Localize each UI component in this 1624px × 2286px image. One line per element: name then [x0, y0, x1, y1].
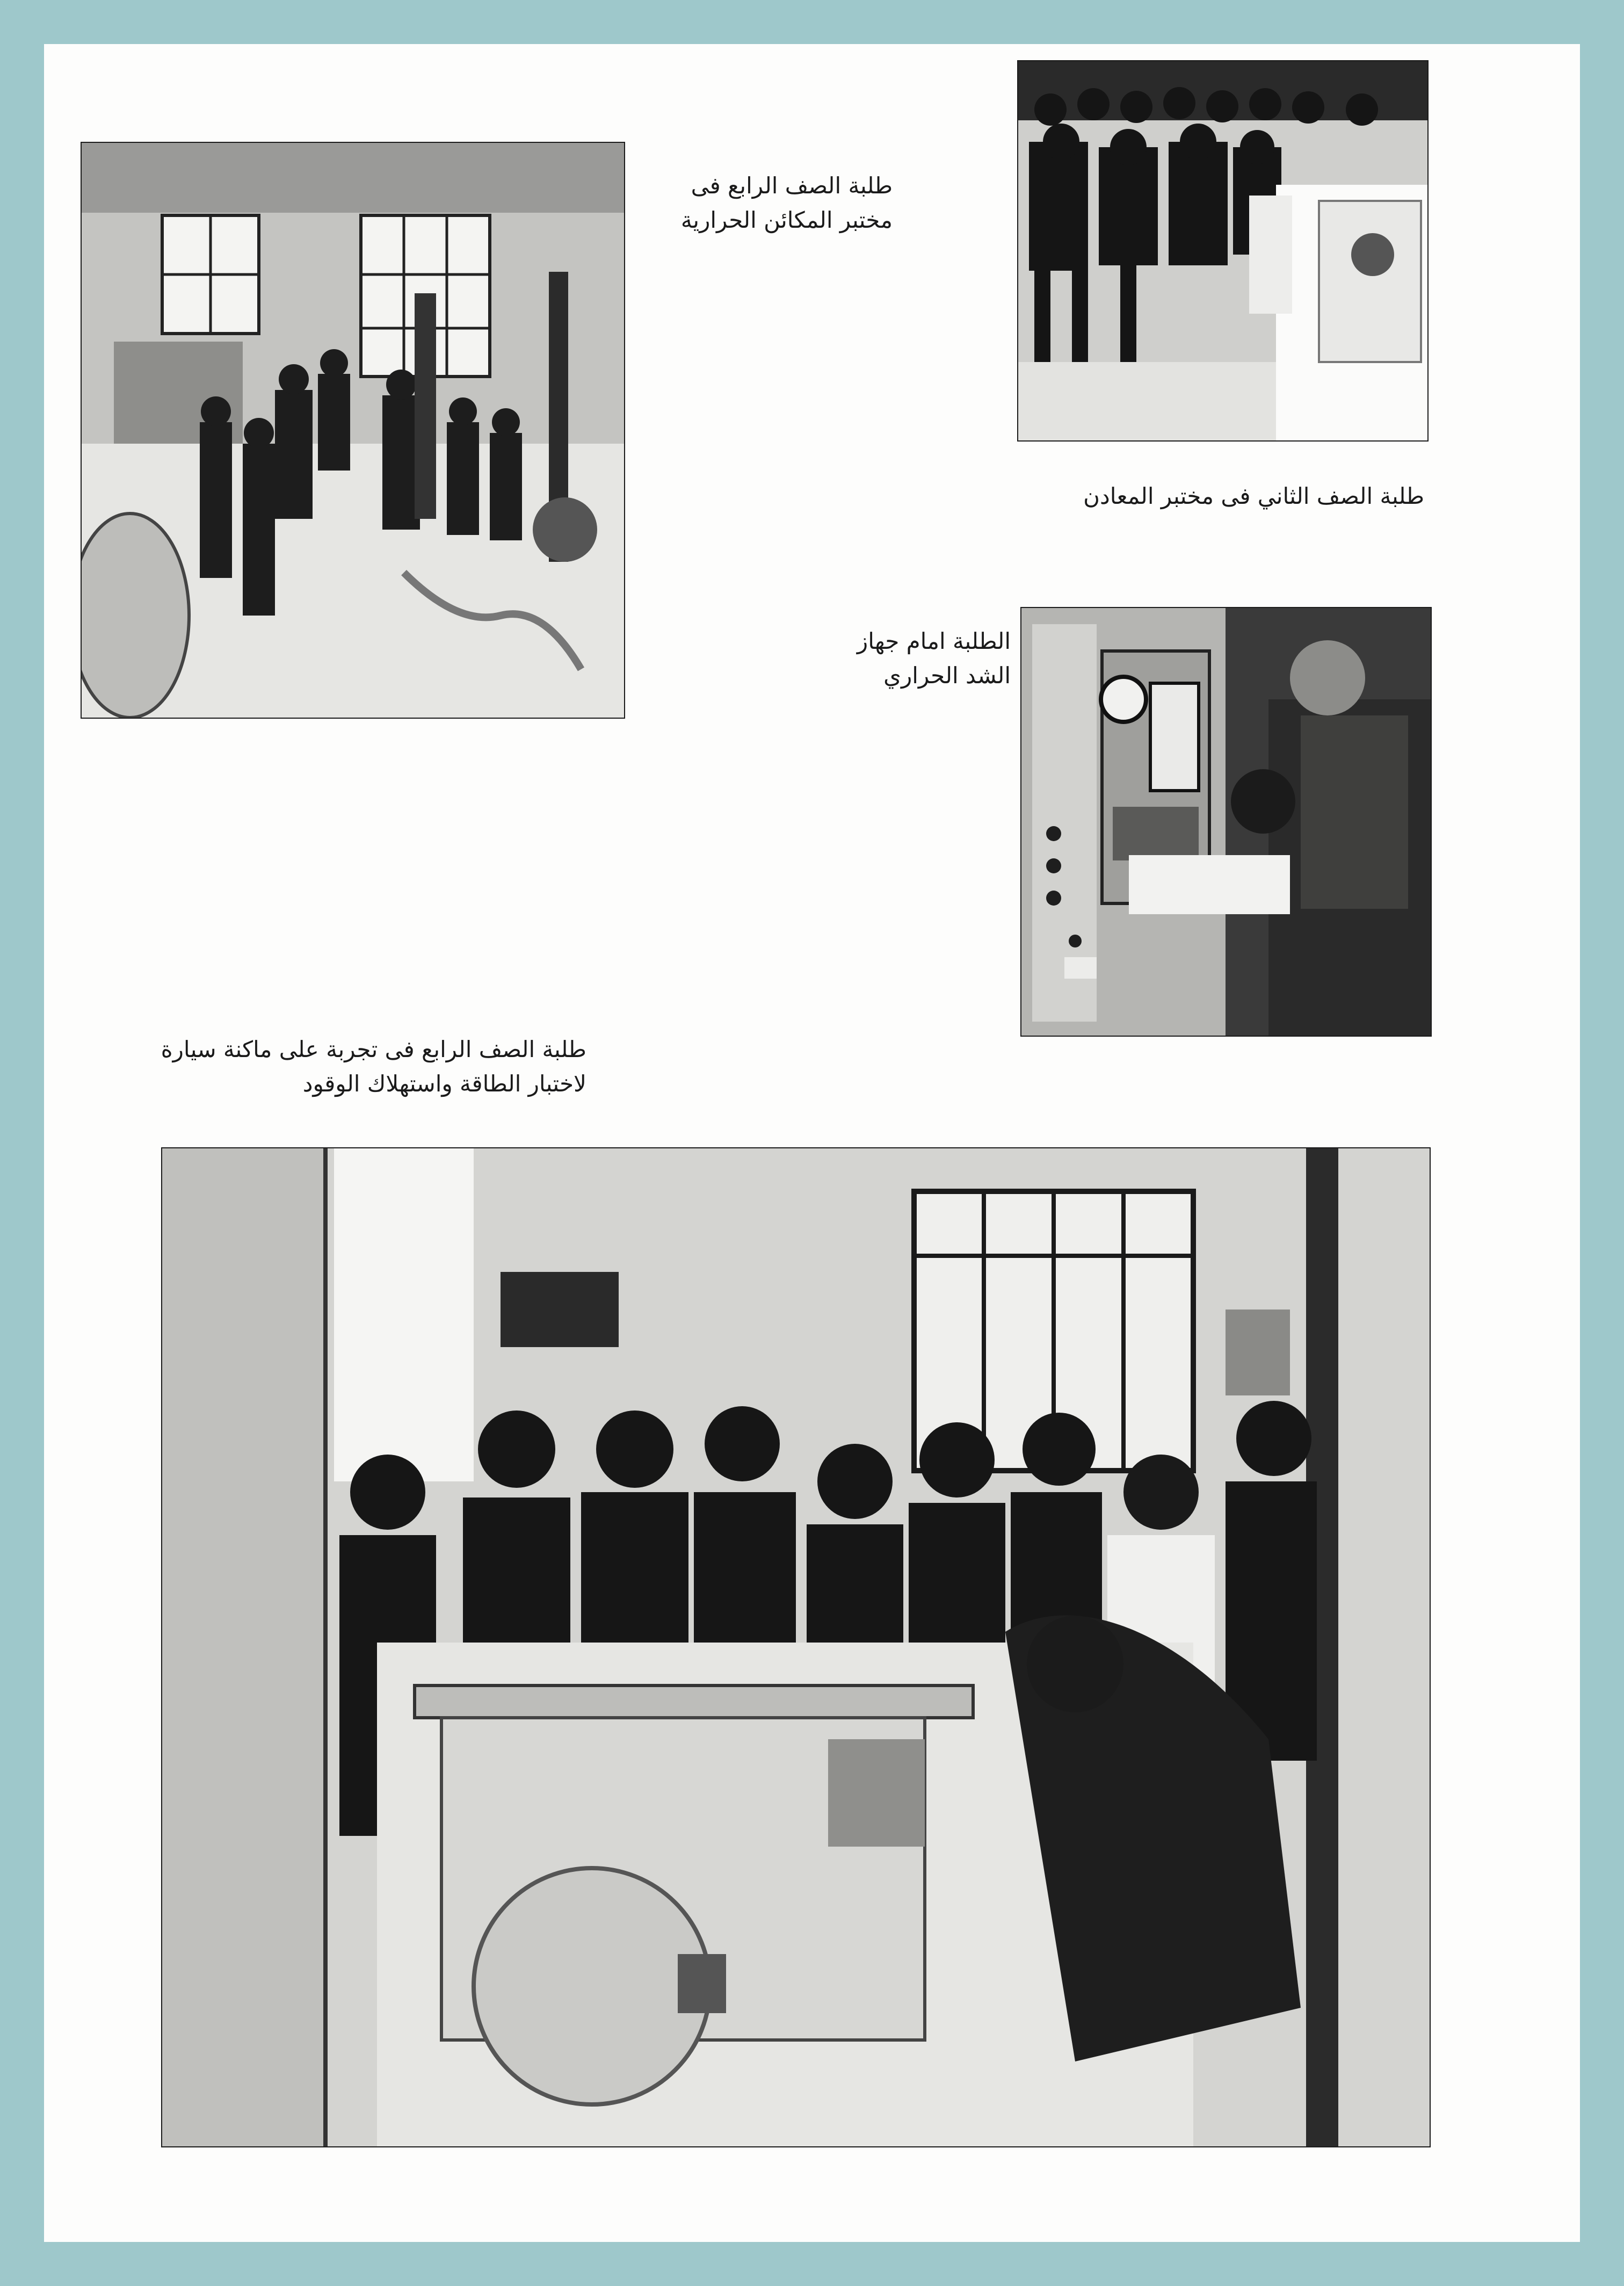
caption-car-engine-experiment: [161, 1032, 586, 1101]
photo-metals-lab: [1017, 60, 1429, 442]
caption-line: طلبة الصف الثاني فى مختبر المعادن: [1083, 483, 1424, 509]
caption-tensile-testing-device: [833, 624, 1011, 693]
caption-line: الشد الحراري: [883, 662, 1011, 689]
photo-car-engine-experiment: [161, 1147, 1431, 2147]
photo-tensile-testing-device: [1020, 607, 1432, 1037]
caption-thermal-engines-lab: [667, 169, 893, 237]
caption-line: لاختبار الطاقة واستهلاك الوقود: [302, 1070, 586, 1097]
caption-metals-lab: [1083, 479, 1424, 513]
caption-line: طلبة الصف الرابع فى تجربة على ماكنة سيارة: [161, 1036, 586, 1062]
caption-line: طلبة الصف الرابع فى: [691, 172, 893, 199]
caption-line: مختبر المكائن الحرارية: [680, 207, 893, 233]
document-page: [44, 44, 1580, 2242]
caption-line: الطلبة امام جهاز: [857, 628, 1011, 654]
photo-thermal-engines-lab: [81, 142, 625, 719]
